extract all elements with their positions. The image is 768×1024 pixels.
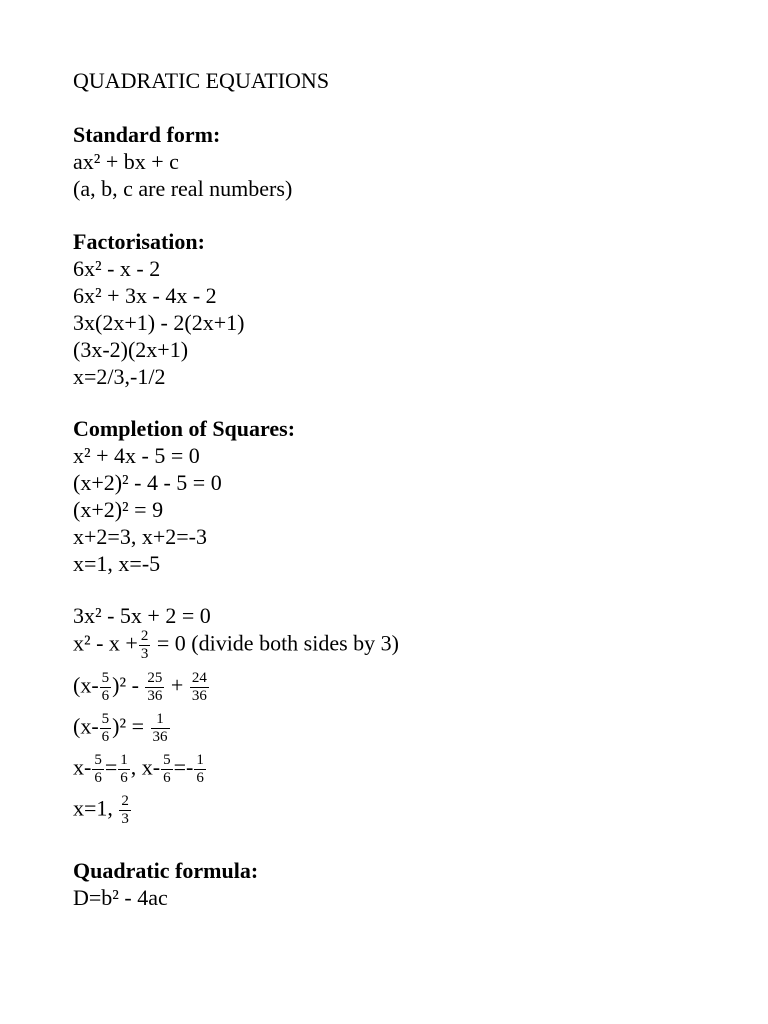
numerator: 24 (191, 670, 207, 686)
example-step-complete (73, 670, 210, 705)
expr-text: x=1, (73, 795, 113, 821)
fraction (119, 793, 131, 828)
denominator: 6 (120, 770, 128, 786)
example-step-root (73, 752, 207, 787)
numerator: 5 (163, 752, 171, 768)
denominator: 6 (196, 770, 204, 786)
numerator: 1 (120, 752, 128, 768)
expr-text: =- (173, 754, 194, 780)
expr-text: + (170, 672, 184, 698)
fraction (194, 752, 206, 787)
fraction (139, 628, 151, 663)
fraction (100, 711, 112, 746)
denominator: 36 (152, 729, 168, 745)
fraction (145, 670, 164, 705)
denominator: 36 (191, 688, 207, 704)
fraction (161, 752, 173, 787)
example-solution (73, 793, 132, 828)
expr-text: x- (73, 754, 92, 780)
expr-text: = 0 (divide both sides by 3) (156, 630, 400, 656)
numerator: 5 (101, 670, 110, 686)
fraction (100, 670, 112, 705)
factorisation-line: 6x² + 3x - 4x - 2 (73, 283, 217, 308)
numerator: 2 (140, 628, 149, 644)
quadratic-formula-line: D=b² - 4ac (73, 885, 168, 910)
completion-line: (x+2)² - 4 - 5 = 0 (73, 470, 222, 495)
completion-heading: Completion of Squares: (73, 416, 296, 441)
factorisation-line: x=2/3,-1/2 (73, 364, 166, 389)
denominator: 6 (101, 729, 110, 745)
numerator: 5 (101, 711, 110, 727)
expr-text: , x- (130, 754, 161, 780)
standard-form-line: ax² + bx + c (73, 149, 179, 174)
numerator: 1 (151, 711, 170, 729)
numerator: 2 (121, 793, 129, 809)
completion-line: (x+2)² = 9 (73, 497, 164, 522)
denominator: 6 (94, 770, 102, 786)
denominator: 6 (101, 688, 110, 704)
numerator: 5 (94, 752, 102, 768)
denominator: 36 (147, 688, 163, 704)
numerator: 1 (196, 752, 204, 768)
denominator: 6 (163, 770, 171, 786)
factorisation-line: (3x-2)(2x+1) (73, 337, 189, 362)
quadratic-formula-heading: Quadratic formula: (73, 858, 259, 883)
expr-text: )² - (112, 672, 139, 698)
denominator: 3 (121, 811, 129, 827)
fraction (190, 670, 209, 705)
expr-text: )² = (112, 713, 144, 739)
completion-line: x+2=3, x+2=-3 (73, 524, 207, 549)
completion-line: x=1, x=-5 (73, 551, 161, 576)
factorisation-line: 6x² - x - 2 (73, 256, 161, 281)
expr-text: (x- (73, 672, 99, 698)
expr-text: x² - x + (73, 630, 138, 656)
fraction (118, 752, 130, 787)
standard-form-heading: Standard form: (73, 122, 221, 147)
fraction (92, 752, 104, 787)
completion-line: x² + 4x - 5 = 0 (73, 443, 200, 468)
example-step-square (73, 711, 171, 746)
factorisation-line: 3x(2x+1) - 2(2x+1) (73, 310, 245, 335)
factorisation-heading: Factorisation: (73, 229, 205, 254)
expr-text: (x- (73, 713, 99, 739)
standard-form-line: (a, b, c are real numbers) (73, 176, 293, 201)
denominator: 3 (140, 646, 149, 662)
document-title: QUADRATIC EQUATIONS (73, 68, 330, 93)
fraction (151, 711, 170, 746)
example-step-divide (73, 628, 399, 663)
expr-text: = (104, 754, 118, 780)
numerator: 25 (147, 670, 163, 686)
example-equation: 3x² - 5x + 2 = 0 (73, 603, 211, 628)
